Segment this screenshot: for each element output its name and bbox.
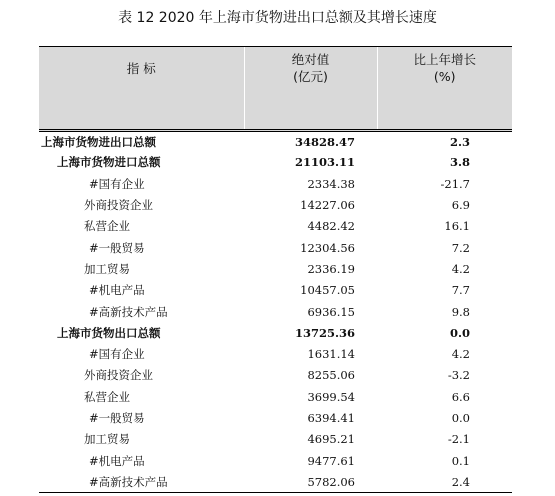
row-name: 加工贸易	[84, 432, 130, 447]
table-row	[39, 365, 512, 386]
row-value: 2336.19	[307, 261, 355, 276]
row-growth: 6.9	[451, 198, 470, 213]
header-row	[39, 47, 512, 89]
row-growth: 9.8	[451, 304, 470, 319]
table-header	[39, 47, 512, 131]
row-name: 私营企业	[84, 219, 130, 234]
row-growth: 7.2	[451, 240, 470, 255]
row-value: 2334.38	[307, 176, 355, 191]
header-growth	[377, 47, 512, 89]
row-value: 3699.54	[307, 389, 355, 404]
row-name: #机电产品	[89, 453, 145, 468]
row-value: 6936.15	[307, 304, 355, 319]
row-name: #高新技术产品	[39, 471, 244, 492]
row-value: 21103.11	[294, 155, 355, 170]
row-name: 外商投资企业	[84, 368, 153, 383]
row-value: 13725.36	[294, 325, 355, 340]
row-name: 外商投资企业	[84, 198, 153, 213]
row-growth: 0.0	[449, 325, 470, 340]
row-name: 加工贸易	[84, 261, 130, 276]
row-growth: 7.7	[451, 283, 470, 298]
table-row	[39, 429, 512, 450]
row-growth: 0.0	[451, 411, 470, 425]
table-row	[39, 173, 512, 194]
row-value: 1631.14	[307, 347, 355, 362]
row-value: 5782.06	[244, 471, 377, 492]
table-row	[39, 301, 512, 322]
row-growth: 4.2	[451, 347, 470, 362]
row-growth: -2.1	[447, 432, 470, 447]
trade-table	[39, 46, 512, 493]
table-row	[39, 471, 512, 492]
header-divider	[39, 89, 512, 131]
row-name: 上海市货物进口总额	[57, 155, 161, 170]
row-growth: 6.6	[451, 389, 470, 404]
row-growth: 2.4	[377, 471, 512, 492]
row-value: 9477.61	[307, 453, 355, 468]
row-growth: -3.2	[447, 368, 470, 383]
row-growth: 0.1	[451, 453, 470, 468]
row-name: 上海市货物出口总额	[57, 325, 161, 340]
table-row	[39, 237, 512, 258]
row-value: 4695.21	[307, 432, 355, 447]
table-row	[39, 407, 512, 428]
table-row	[39, 194, 512, 215]
table-row	[39, 216, 512, 237]
row-name: #国有企业	[89, 176, 145, 191]
row-growth: 3.8	[449, 155, 470, 170]
table-body	[39, 131, 512, 493]
table-row	[39, 280, 512, 301]
table-row	[39, 386, 512, 407]
row-name: 上海市货物进出口总额	[41, 134, 156, 149]
header-value-label: 绝对值	[291, 51, 330, 67]
table-row	[39, 343, 512, 364]
table-row	[39, 152, 512, 173]
row-value: 4482.42	[307, 219, 355, 234]
row-name: #高新技术产品	[89, 304, 168, 319]
row-value: 34828.47	[294, 134, 355, 149]
row-growth: 4.2	[451, 261, 470, 276]
row-name: 私营企业	[84, 389, 130, 404]
row-value: 6394.41	[307, 411, 355, 425]
row-name: #一般贸易	[89, 411, 145, 425]
header-indicator: 指 标	[39, 47, 244, 89]
row-name: #机电产品	[89, 283, 145, 298]
row-growth: -21.7	[440, 176, 470, 191]
row-growth: 16.1	[444, 219, 470, 234]
header-value	[244, 47, 377, 89]
table-row	[39, 258, 512, 279]
row-growth: 2.3	[449, 134, 470, 149]
row-value: 10457.05	[300, 283, 355, 298]
table-row	[39, 322, 512, 343]
row-value: 14227.06	[300, 198, 355, 213]
row-name: #一般贸易	[89, 240, 145, 255]
row-name: #国有企业	[89, 347, 145, 362]
table-row	[39, 131, 512, 152]
table-title: 表 12 2020 年上海市货物进出口总额及其增长速度	[118, 10, 437, 26]
header-value-unit: (亿元)	[293, 68, 328, 84]
header-growth-label: 比上年增长	[413, 51, 476, 67]
row-value: 8255.06	[307, 368, 355, 383]
row-value: 12304.56	[300, 240, 355, 255]
header-growth-unit: (%)	[433, 68, 456, 84]
table-row	[39, 450, 512, 471]
